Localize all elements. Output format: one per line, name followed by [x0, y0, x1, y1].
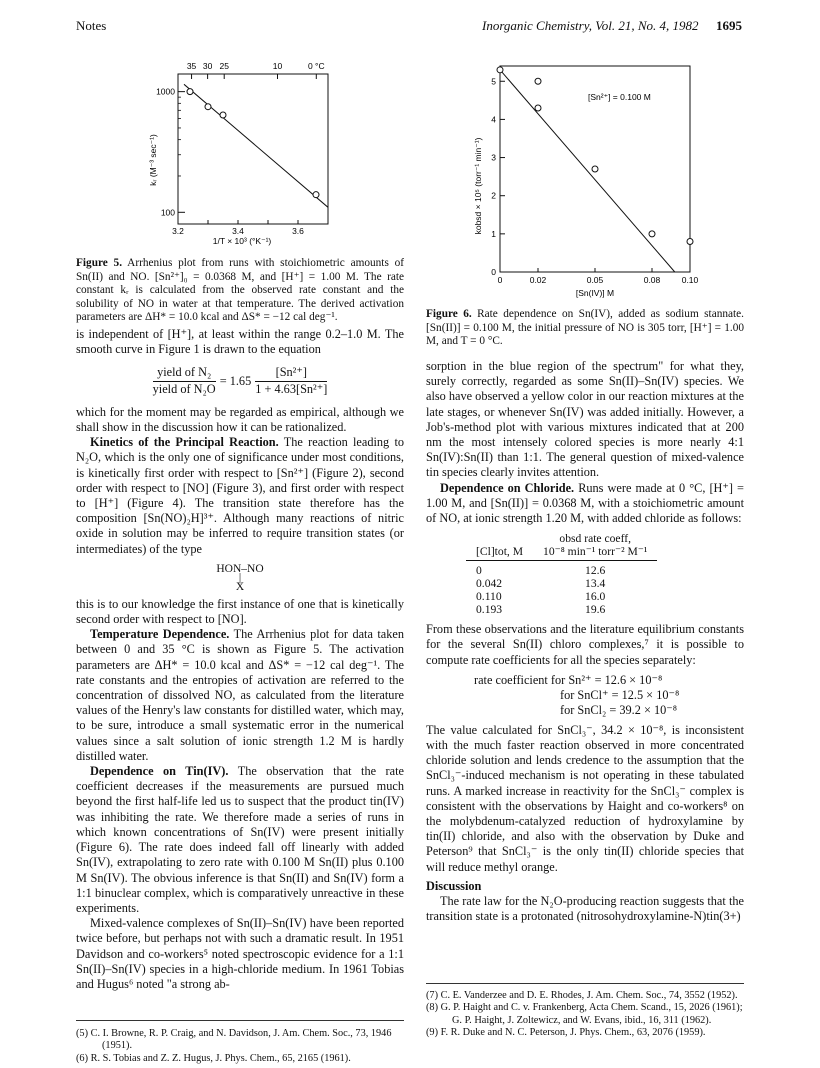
para-mixed-valence: Mixed-valence complexes of Sn(II)–Sn(IV) have been reported twice before, but perhaps not with such a dramatic result. In 1951 Davidson and co-workers⁵ noted spectroscopic evidence for a 1:1 Sn(II)–Sn(IV) species in a high-chloride medium. In 1961 Tobias and Hugus⁶ noted "a strong ab-	[76, 916, 404, 991]
table-header-rate: obsd rate coeff, 10⁻⁸ min⁻¹ torr⁻² M⁻¹	[543, 532, 648, 559]
fig5-point	[205, 104, 211, 110]
table-header-cl: [Cl]tot, M	[476, 545, 524, 559]
fig6-x-tick-label: 0.08	[643, 275, 661, 285]
fig5-fit-line	[184, 84, 328, 207]
table-row: 0.110 16.0	[476, 590, 606, 604]
fig6-point	[592, 166, 598, 172]
para-chloride: Dependence on Chloride. Runs were made at 0 °C, [H⁺] = 1.00 M, and [Sn(II)] = 0.0368 M, with a stoichiometric amount of NO, at ionic strength 1.20 M, with added chloride as follows:	[426, 480, 744, 526]
para-rate-law: The rate law for the N₂O-producing reaction suggests that the transition state is a protonated (nitrosohydroxylamine-N)tin(3+)	[426, 894, 744, 924]
fig6-point	[535, 78, 541, 84]
para-first-instance: this is to our knowledge the first instance of one that is kinetically second order with respect to [NO].	[76, 596, 404, 627]
fig6-point	[497, 67, 503, 73]
para-independent: is independent of [H⁺], at least within the range 0.2–1.0 M. The smooth curve in Figure 1 is drawn to the equation	[76, 327, 404, 357]
table-row: 0.042 13.4	[476, 577, 606, 591]
fig5-point	[187, 89, 193, 95]
fig5-x-ticks	[172, 220, 304, 236]
footnotes-left	[76, 1028, 404, 1065]
fig5-x-tick-label: 3.6	[292, 226, 304, 236]
fig6-point	[687, 238, 693, 244]
footnote-5: (5) C. I. Browne, R. P. Craig, and N. Davidson, J. Am. Chem. Soc., 73, 1946 (1951).	[76, 1028, 392, 1052]
chloride-table	[466, 532, 657, 616]
page-number: 1695	[716, 18, 742, 33]
fig6-caption-text: Rate dependence on Sn(IV), added as sodium stannate. [Sn(II)] = 0.100 M, the initial pressure of NO is 305 torr, [H⁺] = 1.00 M, and T = 0 °C.	[426, 308, 744, 348]
fig5-point	[220, 112, 226, 118]
fig6-y-ticks	[491, 76, 505, 277]
fig6-point	[649, 231, 655, 237]
fig5-x-tick-label: 3.2	[172, 226, 184, 236]
fig5-top-ticks	[187, 61, 325, 79]
fig5-y-tick-label: 100	[160, 207, 175, 218]
fig5-caption-label: Figure 5.	[76, 257, 123, 269]
fig6-caption-label: Figure 6.	[426, 308, 472, 320]
section-discussion: Discussion	[426, 878, 482, 893]
para-absorption: sorption in the blue region of the spectrum" for what they, surely correctly, regarded as some Sn(II)–Sn(IV) species. We also have observed a yellow color in our reaction mixtures at the late stages, or whenever Sn(IV) was added initially. However, a Job's-method plot with various mixtures indicated that at 200 nm the most intensely colored species is more nearly 4:1 Sn(IV):Sn(II) than 1:1. The general question of mixed-valence tin species clearly invites attention.	[426, 359, 744, 480]
para-temperature: Temperature Dependence. The Arrhenius plot for data taken between 0 and 35 °C is shown as Figure 5. The activation parameters are ΔH* = 10.0 kcal and ΔS* = −12 cal deg⁻¹. The rate constants and the entropies of activation are referred to the concentration of dissolved NO, as calculated from the literature values of the Henry's law constants for distilled water, which may, to be sure, introduce a small systematic error in the numerical values since a salt solution of ionic strength 1.2 M is hardly distilled water.	[76, 627, 404, 763]
fig5-top-tick-label: 10	[272, 61, 283, 71]
fig5-y-tick-label: 1000	[156, 86, 175, 97]
figure-5-plot	[140, 48, 340, 248]
left-column	[76, 327, 404, 992]
fig6-y-tick-label: 4	[491, 114, 496, 125]
fig6-y-tick-label: 0	[491, 267, 496, 277]
journal-citation: Inorganic Chemistry, Vol. 21, No. 4, 1982	[482, 18, 699, 33]
footnote-9: (9) F. R. Duke and N. C. Peterson, J. Phys. Chem., 63, 2076 (1959).	[426, 1027, 706, 1039]
para-sncl3: The value calculated for SnCl₃⁻, 34.2 × 10⁻⁸, is inconsistent with the much faster reaction observed in more concentrated chloride solution and lends credence to the assumption that the SnCl₃⁻-induced mechanism is not operating in these tabulated runs. A marked increase in reactivity for the SnCl₃⁻ complex is consistent with the observations by Haight and co-workers⁸ on the molybdenum-catalyzed reduction of hydroxylamine by tin(II) chloride, and also with the observation by Duke and Peterson⁹ that SnCl₃⁻ is the only tin(II) chloride species that will reduce methyl orange.	[426, 722, 744, 874]
fig6-legend: [Sn²⁺] = 0.100 M	[588, 92, 651, 102]
fig6-y-tick-label: 1	[491, 228, 496, 239]
fig5-x-label: 1/T × 10³ (°K⁻¹)	[212, 236, 272, 246]
fig6-x-tick-label: 0.02	[529, 275, 547, 285]
para-tin-iv: Dependence on Tin(IV). The observation that the rate coefficient decreases if the measurements are pursued much beyond the first half-life led us to suspect that the product tin(IV) was inhibiting the rate. We therefore made a series of runs in which known concentrations of Sn(IV) were present initially (Figure 6). The rate does indeed fall off linearly with added Sn(IV), extrapolating to zero rate with 0.100 M Sn(II) plus 0.100 M Sn(IV). The obvious inference is that Sn(II) and Sn(IV) form a 1:1 binuclear complex, which is comparatively unreactive in these experiments.	[76, 764, 404, 915]
footnote-rule-right	[426, 983, 744, 984]
fig6-y-tick-label: 5	[491, 76, 496, 87]
fig6-point	[535, 105, 541, 111]
fig6-x-ticks	[498, 268, 699, 285]
figure-5-caption	[76, 257, 404, 325]
rate-coefficients: rate coefficient for Sn²⁺ = 12.6 × 10⁻⁸ for SnCl⁺ = 12.5 × 10⁻⁸ for SnCl₂ = 39.2 × 10⁻⁸	[474, 672, 680, 717]
figure-6-plot	[470, 58, 710, 308]
fig6-x-tick-label: 0.05	[586, 275, 604, 285]
fig6-y-tick-label: 2	[491, 190, 496, 201]
fig6-x-tick-label: 0.10	[681, 275, 699, 285]
fig5-y-label: kᵣ (M⁻³ sec⁻¹)	[148, 134, 158, 186]
fig5-point	[313, 192, 319, 198]
fig6-x-tick-label: 0	[497, 275, 503, 285]
footnote-7: (7) C. E. Vanderzee and D. E. Rhodes, J. Am. Chem. Soc., 74, 3552 (1952).	[426, 990, 738, 1001]
para-kinetics: Kinetics of the Principal Reaction. The reaction leading to N₂O, which is the only one of significance under most conditions, is kinetically first order with respect to [Sn²⁺] (Figure 2), second order with respect to [NO] (Figure 3), and first order with respect to [H⁺] (Figure 4). The transition state therefore has the composition [Sn(NO)₂H]³⁺. Although many reactions of nitric oxide in solution may be inferred to require transition states (or intermediates) of the type	[76, 435, 405, 556]
fig6-y-label: kobsd × 10⁵ (torr⁻¹ min⁻¹)	[473, 137, 483, 235]
yield-equation: yield of N₂ yield of N₂O = 1.65 [Sn²⁺] 1 + 4.63[Sn²⁺]	[152, 365, 328, 396]
fig5-caption-text: Arrhenius plot from runs with stoichiometric amounts of Sn(II) and NO. [Sn²⁺]₀ = 0.0368 M, and [H⁺] = 1.00 M. The rate constant kᵣ is calculated from the observed rate constant and the solubility of NO in water at that temperature. The derived activation parameters are ΔH* = 10.0 kcal and ΔS* = −12 cal deg⁻¹.	[76, 257, 405, 324]
fig6-x-label: [Sn(IV)] M	[575, 288, 615, 298]
fig6-y-tick-label: 3	[491, 152, 496, 163]
fig5-top-tick-label: 30	[202, 61, 213, 71]
fig5-top-tick-label: 25	[219, 61, 229, 71]
figure-6-caption	[426, 308, 744, 349]
fig5-frame	[178, 74, 328, 224]
table-row: 0.193 19.6	[476, 603, 606, 617]
para-empirical: which for the moment may be regarded as empirical, although we shall show in the discussion how it can be rationalized.	[76, 404, 404, 435]
footnote-rule-left	[76, 1020, 404, 1021]
fig5-x-tick-label: 3.4	[232, 226, 244, 236]
table-row: 0 12.6	[476, 564, 606, 578]
intermediate-structure: HON–NO | X	[216, 562, 264, 593]
right-column	[426, 359, 744, 924]
running-head-left: Notes	[76, 18, 107, 33]
para-observations: From these observations and the literature equilibrium constants for the several Sn(II) chloro complexes,⁷ it is possible to compute rate coefficients for all the species separately:	[426, 622, 744, 667]
fig5-top-tick-label: 0 °C	[307, 61, 325, 71]
footnote-8: (8) G. P. Haight and C. v. Frankenberg, Acta Chem. Scand., 15, 2026 (1961); G. P. Haight, J. Zoltewicz, and W. Evans, ibid., 16, 311 (1962).	[426, 1002, 743, 1026]
fig5-y-ticks	[156, 87, 185, 218]
footnote-6: (6) R. S. Tobias and Z. Z. Hugus, J. Phys. Chem., 65, 2165 (1961).	[76, 1052, 351, 1064]
fig5-top-tick-label: 35	[186, 61, 197, 71]
footnotes-right	[426, 990, 744, 1040]
